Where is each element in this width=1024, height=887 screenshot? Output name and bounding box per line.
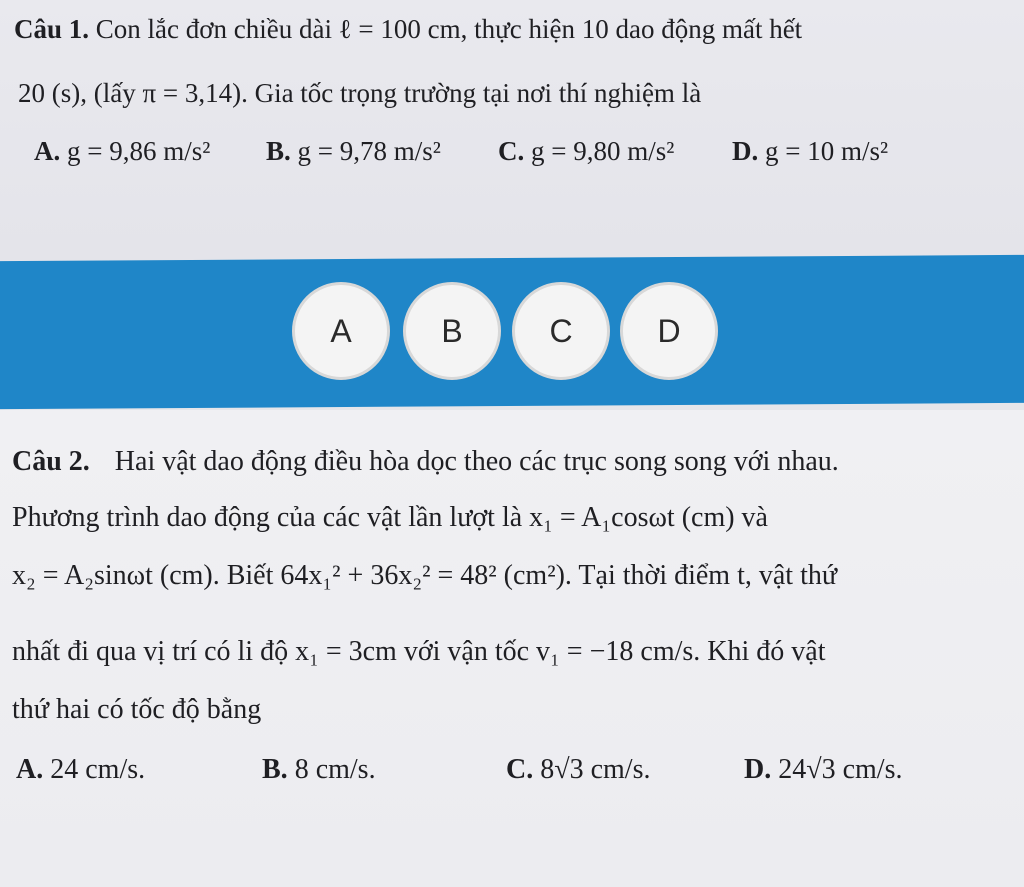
answer-button-c[interactable]: C	[512, 282, 610, 380]
question-1-line-1	[14, 14, 802, 45]
question-1-panel	[0, 0, 1024, 262]
q1-option-d	[732, 136, 888, 167]
question-2-panel	[0, 410, 1024, 887]
q2-option-b-text: 8 cm/s.	[294, 754, 376, 785]
q1-option-b-letter: B.	[266, 136, 291, 166]
q2-option-c-text: 8√3 cm/s.	[540, 754, 651, 785]
q1-option-a	[34, 136, 210, 167]
question-2-stem-1: Hai vật dao động điều hòa dọc theo các trục song song với nhau.	[114, 446, 839, 477]
q1-option-b-text: g = 9,78 m/s²	[297, 136, 441, 166]
q2-option-a-text: 24 cm/s.	[50, 754, 146, 785]
answer-button-b[interactable]: B	[403, 282, 501, 380]
question-2-stem-4: nhất đi qua vị trí có li độ x₁ = 3cm với vận tốc v₁ = −18 cm/s. Khi đó vật	[12, 636, 826, 667]
q2-option-a-letter: A.	[16, 754, 44, 785]
question-2-stem-2: Phương trình dao động của các vật lần lượt là x₁ = A₁cosωt (cm) và	[12, 502, 768, 533]
answer-button-d[interactable]: D	[620, 282, 718, 380]
q1-option-b	[266, 136, 441, 167]
q1-option-c-text: g = 9,80 m/s²	[531, 136, 675, 166]
q2-option-d-letter: D.	[744, 754, 772, 785]
q1-option-a-letter: A.	[34, 136, 61, 166]
question-2-label: Câu 2.	[12, 446, 90, 477]
q1-option-c-letter: C.	[498, 136, 525, 166]
question-2-line-1	[12, 446, 839, 478]
q2-option-c-letter: C.	[506, 754, 534, 785]
q2-option-d	[744, 754, 902, 786]
question-1-label: Câu 1.	[14, 14, 90, 44]
q1-option-a-text: g = 9,86 m/s²	[67, 136, 211, 166]
q2-option-d-text: 24√3 cm/s.	[778, 754, 903, 785]
q1-option-d-text: g = 10 m/s²	[765, 136, 889, 166]
answer-button-a[interactable]: A	[292, 282, 390, 380]
question-2-stem-5: thứ hai có tốc độ bằng	[12, 694, 262, 725]
question-1-stem-2: 20 (s), (lấy π = 3,14). Gia tốc trọng trường tại nơi thí nghiệm là	[18, 78, 702, 108]
q2-option-b	[262, 754, 376, 786]
question-2-stem-3: x₂ = A₂sinωt (cm). Biết 64x₁² + 36x₂² = 48² (cm²). Tại thời điểm t, vật thứ	[12, 560, 838, 591]
q1-option-d-letter: D.	[732, 136, 759, 166]
q1-option-c	[498, 136, 674, 167]
q2-option-b-letter: B.	[262, 754, 288, 785]
question-1-stem-1: Con lắc đơn chiều dài ℓ = 100 cm, thực hiện 10 dao động mất hết	[95, 14, 803, 44]
q2-option-c	[506, 754, 650, 786]
q2-option-a	[16, 754, 145, 786]
